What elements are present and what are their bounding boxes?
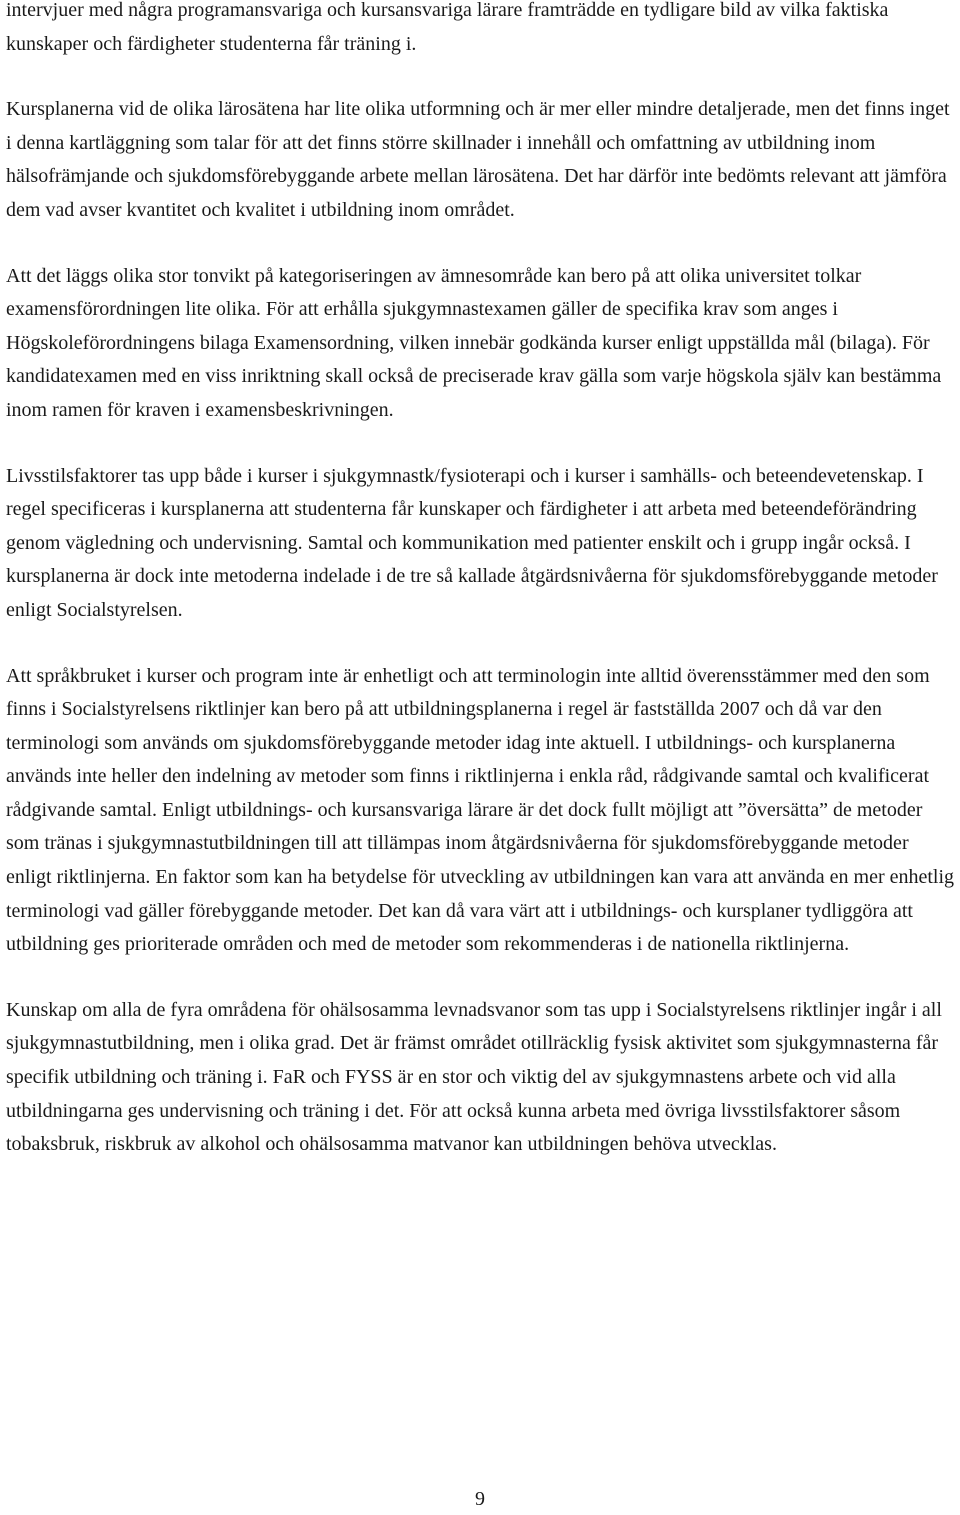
paragraph-3: Att det läggs olika stor tonvikt på kategoriseringen av ämnesområde kan bero på att olika universitet tolkar examensförordningen lite olika. För att erhålla sjukgymnastexamen gäller de specifika krav som anges i Högskoleförordningens bilaga Examensordning, vilken innebär godkända kurser enligt uppställda mål (bilaga). För kandidatexamen med en viss inriktning skall också de preciserade krav gälla som varje högskola själv kan bestämma inom ramen för kraven i examensbeskrivningen. <box>6 264 942 421</box>
paragraph-1: intervjuer med några programansvariga och kursansvariga lärare framträdde en tydligare bild av vilka faktiska kunskaper och färdigheter studenterna får träning i. <box>6 0 889 55</box>
paragraph-6: Kunskap om alla de fyra områdena för ohälsosamma levnadsvanor som tas upp i Socialstyrelsens riktlinjer ingår i all sjukgymnastutbildning, men i olika grad. Det är främst området otillräcklig fysisk aktivitet som sjukgymnasterna får specifik utbildning och träning i. FaR och FYSS är en stor och viktig del av sjukgymnastens arbete och vid alla utbildningarna ges undervisning och träning i det. För att också kunna arbeta med övriga livsstilsfaktorer såsom tobaksbruk, riskbruk av alkohol och ohälsosamma matvanor kan utbildningen behöva utvecklas. <box>6 998 942 1156</box>
paragraph-4: Livsstilsfaktorer tas upp både i kurser i sjukgymnastk/fysioterapi och i kurser i samhälls- och beteendevetenskap. I regel specificeras i kursplanerna att studenterna får kunskaper och färdigheter i att arbeta med beteendeförändring genom vägledning och undervisning. Samtal och kommunikation med patienter enskilt och i grupp ingår också. I kursplanerna är dock inte metoderna indelade i de tre så kallade åtgärdsnivåerna för sjukdomsförebyggande metoder enligt Socialstyrelsen. <box>6 464 938 621</box>
page-number: 9 <box>475 1488 485 1510</box>
paragraph-5: Att språkbruket i kurser och program inte är enhetligt och att terminologin inte alltid överensstämmer med den som finns i Socialstyrelsens riktlinjer kan bero på att utbildningsplanerna i regel är fastställda 2007 och då var den terminologi som används om sjukdomsförebyggande metoder idag inte aktuell. I utbildnings- och kursplanerna används inte heller den indelning av metoder som finns i riktlinjerna i enkla råd, rådgivande samtal och kvalificerat rådgivande samtal. Enligt utbildnings- och kursansvariga lärare är det dock fullt möjligt att ”översätta” de metoder som tränas i sjukgymnastutbildningen till att tillämpas inom åtgärdsnivåerna för sjukdomsförebyggande metoder enligt riktlinjerna. En faktor som kan ha betydelse för utveckling av utbildningen kan vara att använda en mer enhetlig terminologi vad gäller förebyggande metoder. Det kan då vara värt att i utbildnings- och kursplaner tydliggöra att utbildning ges prioriterade områden och med de metoder som rekommenderas i de nationella riktlinjerna. <box>6 664 955 956</box>
document-page <box>6 0 956 1194</box>
paragraph-2: Kursplanerna vid de olika lärosätena har lite olika utformning och är mer eller mindre detaljerade, men det finns inget i denna kartläggning som talar för att det finns större skillnader i innehåll och omfattning av utbildning inom hälsofrämjande och sjukdomsförebyggande arbete mellan lärosätena. Det har därför inte bedömts relevant att jämföra dem vad avser kvantitet och kvalitet i utbildning inom området. <box>6 98 950 221</box>
